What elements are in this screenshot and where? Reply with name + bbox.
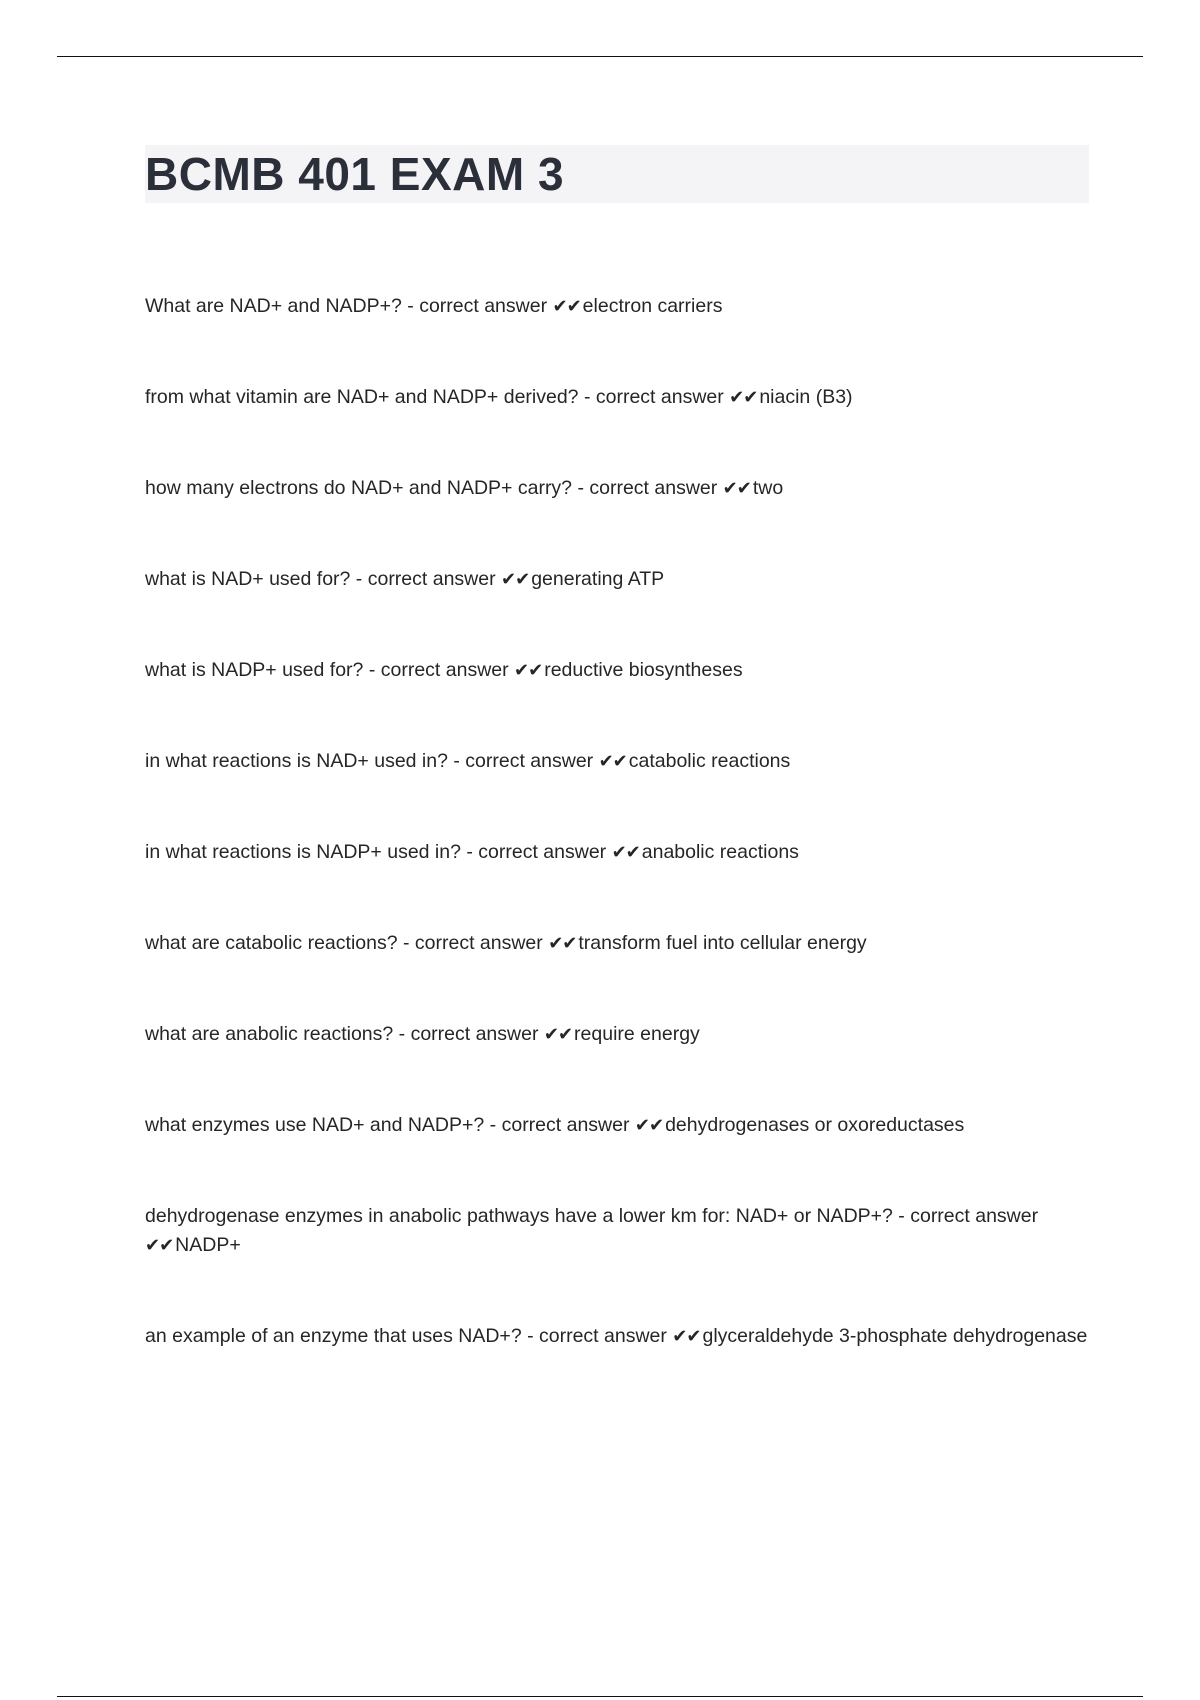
qa-item: [145, 383, 1089, 412]
question-text: from what vitamin are NAD+ and NADP+ derived?: [145, 386, 579, 408]
qa-item: [145, 929, 1089, 958]
answer-text: two: [752, 477, 784, 499]
qa-item: [145, 747, 1089, 776]
double-check-icon: ✔✔: [543, 1024, 573, 1045]
question-text: in what reactions is NAD+ used in?: [145, 750, 448, 772]
answer-separator: - correct answer: [393, 1023, 544, 1045]
title-banner: [145, 145, 1089, 203]
question-text: in what reactions is NADP+ used in?: [145, 841, 461, 863]
answer-separator: - correct answer: [447, 750, 599, 772]
question-text: what are anabolic reactions?: [145, 1023, 394, 1045]
qa-item: [145, 292, 1089, 321]
double-check-icon: ✔✔: [145, 1235, 174, 1256]
double-check-icon: ✔✔: [672, 1326, 701, 1347]
answer-text: niacin (B3): [759, 386, 853, 408]
qa-item: [145, 474, 1089, 503]
answer-separator: - correct answer: [578, 386, 730, 408]
question-text: what is NAD+ used for?: [145, 568, 351, 590]
question-text: what enzymes use NAD+ and NADP+?: [145, 1114, 485, 1136]
qa-item: [145, 1202, 1089, 1260]
answer-text: anabolic reactions: [641, 841, 799, 863]
answer-text: generating ATP: [531, 568, 665, 590]
answer-text: electron carriers: [582, 295, 723, 317]
answer-text: glyceraldehyde 3-phosphate dehydrogenase: [702, 1325, 1088, 1347]
double-check-icon: ✔✔: [634, 1115, 664, 1136]
question-text: an example of an enzyme that uses NAD+?: [145, 1325, 522, 1347]
question-text: dehydrogenase enzymes in anabolic pathways have a lower km for: NAD+ or NADP+?: [145, 1205, 893, 1227]
qa-item: [145, 1020, 1089, 1049]
answer-separator: - correct answer: [521, 1325, 673, 1347]
answer-text: reductive biosyntheses: [544, 659, 743, 681]
answer-separator: - correct answer: [892, 1205, 1039, 1227]
answer-text: require energy: [574, 1023, 700, 1045]
question-text: what is NADP+ used for?: [145, 659, 364, 681]
answer-separator: - correct answer: [572, 477, 723, 499]
answer-separator: - correct answer: [363, 659, 515, 681]
question-text: how many electrons do NAD+ and NADP+ carry?: [145, 477, 573, 499]
qa-item: [145, 656, 1089, 685]
answer-separator: - correct answer: [350, 568, 502, 590]
answer-text: transform fuel into cellular energy: [578, 932, 867, 954]
answer-text: NADP+: [175, 1234, 241, 1256]
double-check-icon: ✔✔: [729, 387, 758, 408]
qa-item: [145, 1322, 1089, 1351]
double-check-icon: ✔✔: [611, 842, 640, 863]
answer-separator: - correct answer: [484, 1114, 635, 1136]
double-check-icon: ✔✔: [514, 660, 543, 681]
double-check-icon: ✔✔: [552, 296, 581, 317]
double-check-icon: ✔✔: [548, 933, 577, 954]
qa-item: [145, 565, 1089, 594]
document-title: BCMB 401 EXAM 3: [145, 148, 565, 200]
double-check-icon: ✔✔: [722, 478, 751, 499]
double-check-icon: ✔✔: [598, 751, 627, 772]
answer-separator: - correct answer: [460, 841, 612, 863]
double-check-icon: ✔✔: [501, 569, 530, 590]
answer-text: catabolic reactions: [628, 750, 791, 772]
question-text: what are catabolic reactions?: [145, 932, 398, 954]
qa-item: [145, 1111, 1089, 1140]
top-rule: [57, 56, 1143, 57]
answer-text: dehydrogenases or oxoreductases: [665, 1114, 965, 1136]
qa-item: [145, 838, 1089, 867]
answer-separator: - correct answer: [401, 295, 553, 317]
qa-list: [145, 292, 1089, 1351]
question-text: What are NAD+ and NADP+?: [145, 295, 402, 317]
bottom-rule: [57, 1696, 1143, 1697]
answer-separator: - correct answer: [397, 932, 549, 954]
